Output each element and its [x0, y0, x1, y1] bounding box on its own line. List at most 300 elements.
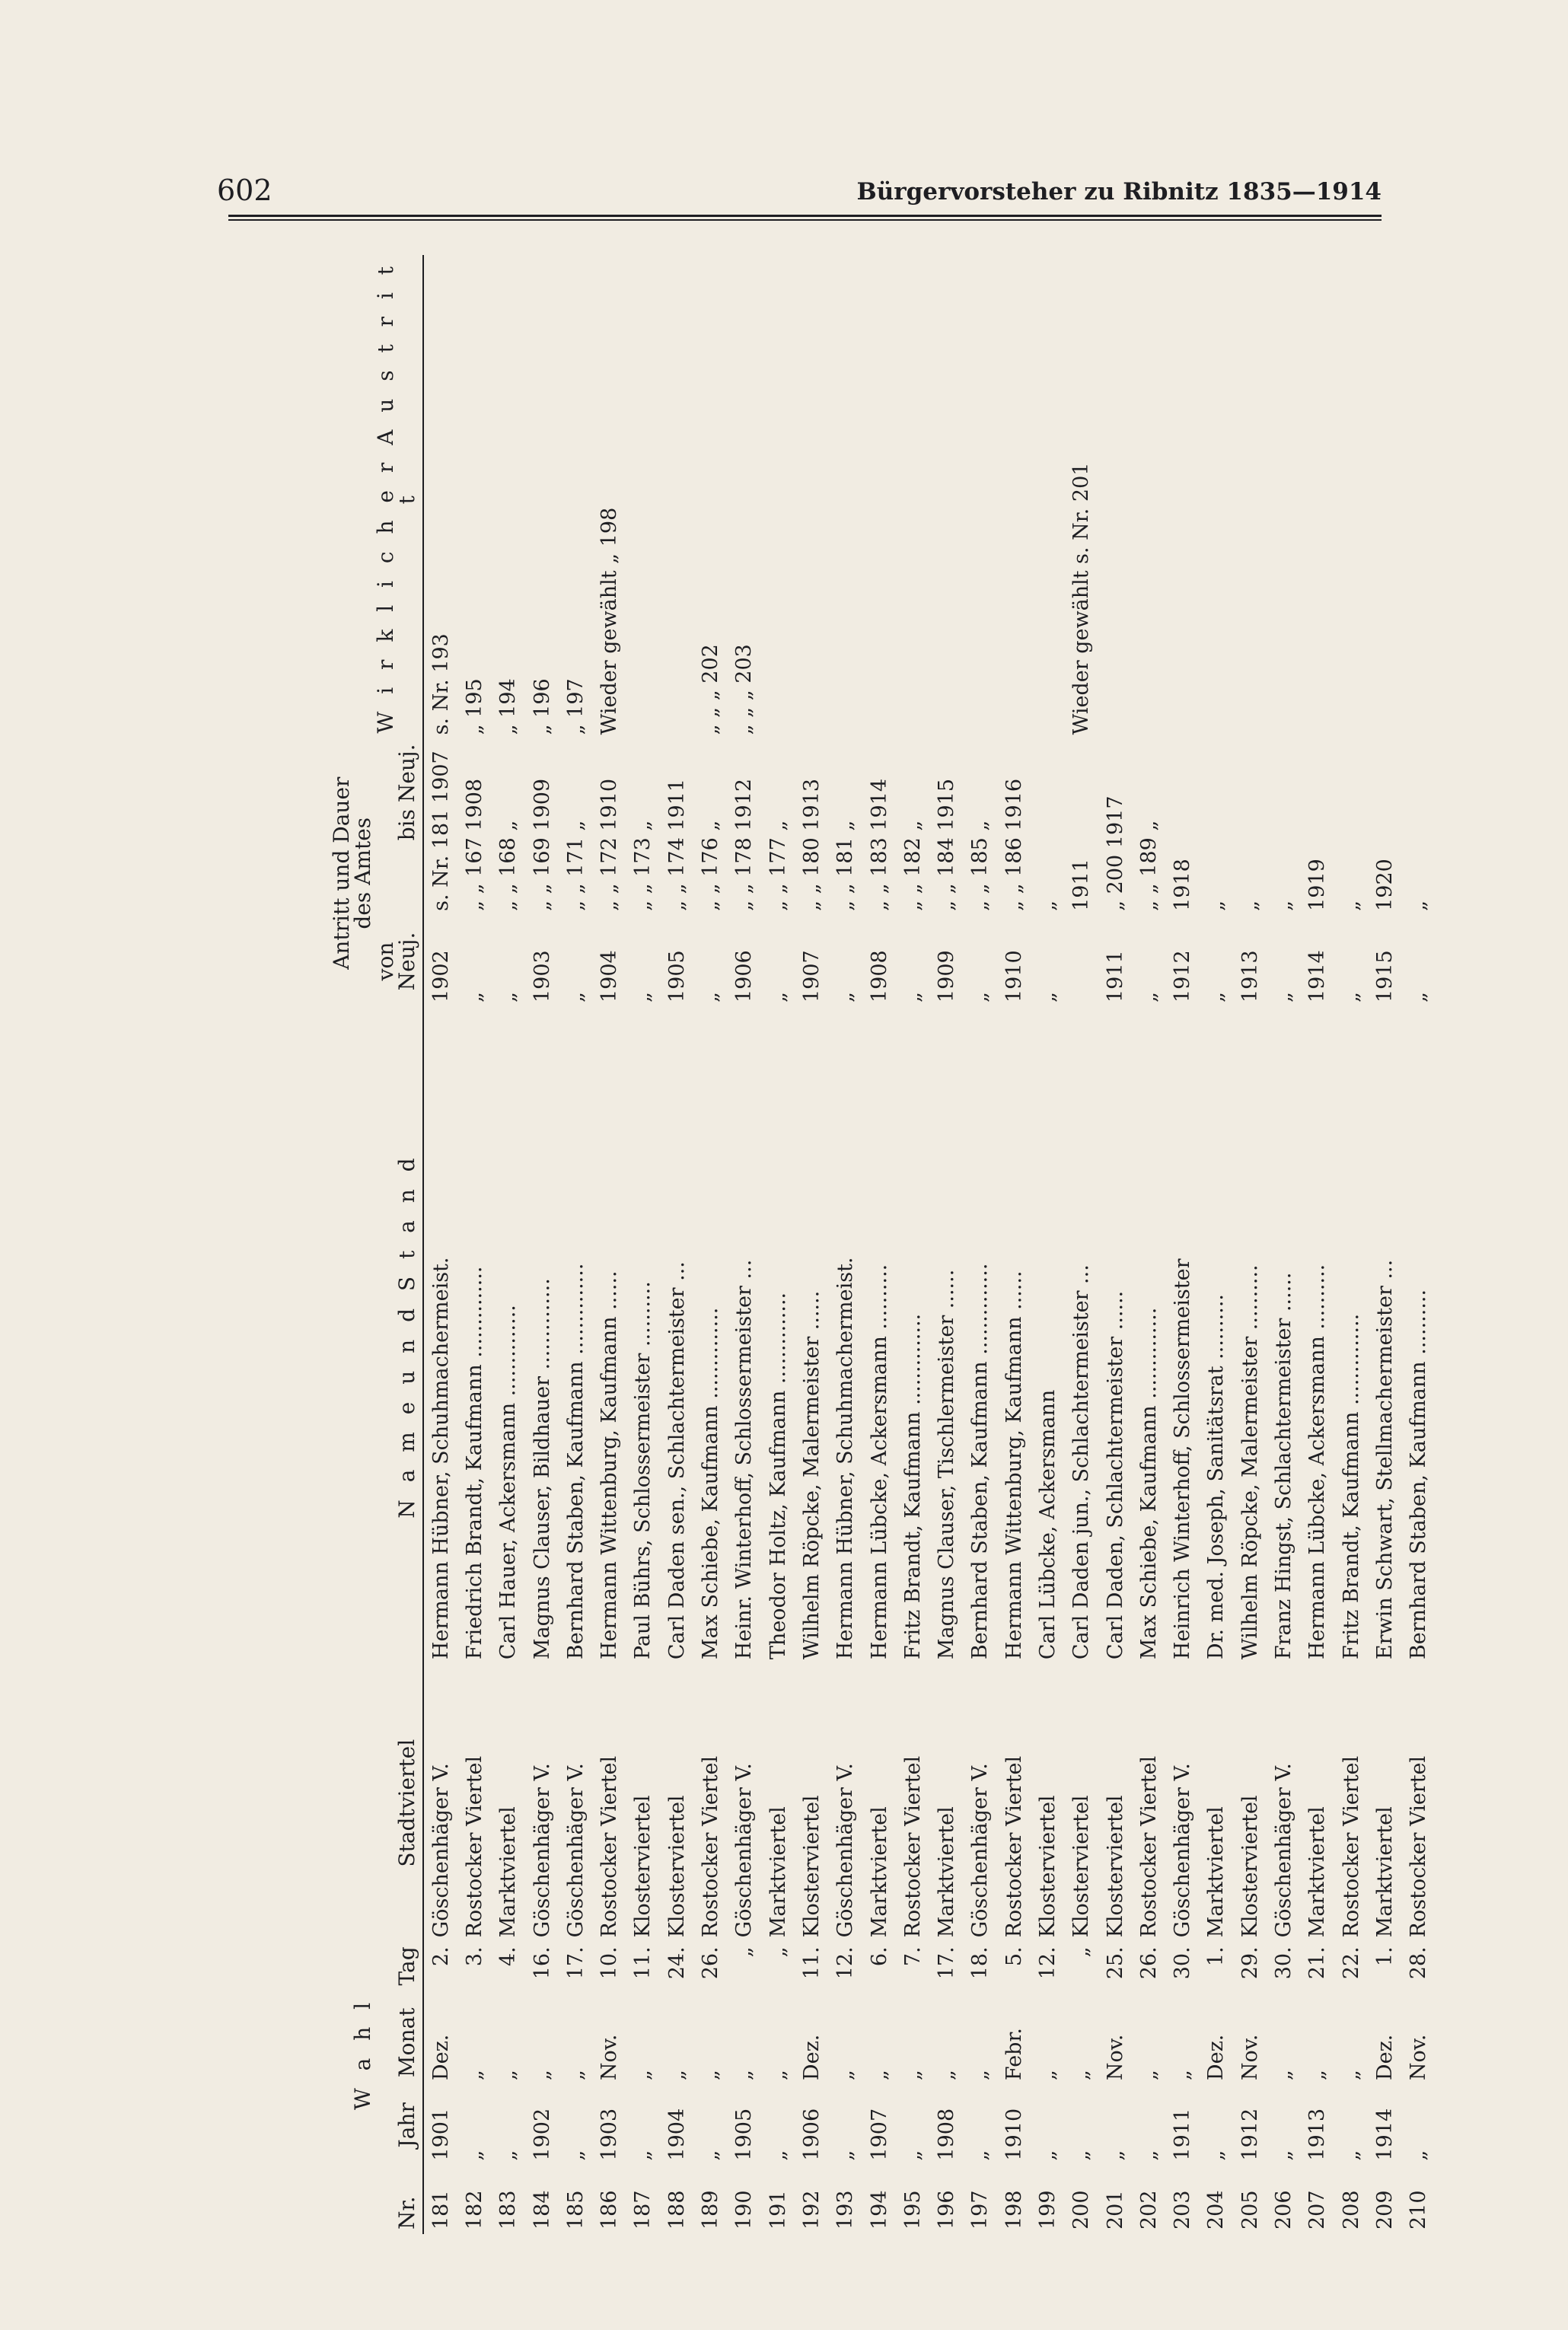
row-name-stand: Hermann Lübcke, Ackersmann ..........: [1305, 1264, 1330, 1660]
row-name-stand: Bernhard Staben, Kaufmann ..........: [1407, 1289, 1431, 1660]
row-von: 1906: [732, 950, 757, 1003]
row-nr: 205: [1238, 2190, 1262, 2230]
header-name-stand: N a m e u n d S t a n d: [375, 1007, 423, 1664]
header-austritt: W i r k l i c h e r A u s t r i t t: [375, 255, 423, 739]
row-bis: „: [1272, 900, 1296, 911]
row-name-stand: Heinrich Winterhoff, Schlossermeister: [1171, 1258, 1195, 1660]
row-tag: 28.: [1407, 1946, 1431, 1980]
row-tag: „: [732, 1946, 757, 1958]
row-austritt: [1098, 255, 1132, 739]
row-von: „: [1339, 992, 1363, 1003]
row-jahr: „: [1035, 2150, 1060, 2161]
row-monat: Nov.: [1103, 2034, 1127, 2081]
row-monat: „: [968, 2070, 993, 2081]
row-name-stand: Magnus Clauser, Bildhauer ..............: [530, 1278, 554, 1660]
row-bis: 1911: [1069, 859, 1094, 911]
row-von: 1909: [935, 950, 959, 1003]
row-bis: „ „ 186 1916: [1002, 778, 1026, 911]
header-rule-thin: [228, 219, 1382, 221]
row-jahr: „: [1407, 2150, 1431, 2161]
header-jahr: Jahr: [375, 2085, 423, 2166]
row-stadtviertel: Rostocker Viertel: [699, 1755, 723, 1938]
row-von: „: [766, 992, 790, 1003]
row-austritt: [896, 255, 929, 739]
row-stadtviertel: Marktviertel: [1204, 1806, 1229, 1938]
row-jahr: „: [1272, 2150, 1296, 2161]
row-von: „: [496, 992, 521, 1003]
header-bis: bis Neuj.: [375, 739, 423, 915]
rotated-table-container: [329, 255, 1431, 2234]
table-row: [829, 255, 862, 2234]
row-nr: 185: [563, 2190, 588, 2230]
row-nr: 197: [968, 2190, 993, 2230]
row-jahr: „: [766, 2150, 790, 2161]
row-bis: „ „ 189 „: [1136, 820, 1161, 911]
row-tag: 11.: [799, 1946, 824, 1980]
row-tag: „: [1069, 1946, 1094, 1958]
row-austritt: „ 196: [530, 678, 554, 735]
row-tag: 12.: [833, 1946, 858, 1980]
row-von: 1915: [1372, 950, 1397, 1003]
row-tag: 25.: [1103, 1946, 1127, 1980]
row-monat: „: [867, 2070, 891, 2081]
row-name-stand: Carl Lübcke, Ackersmann: [1035, 1389, 1060, 1660]
row-nr: 204: [1204, 2190, 1229, 2230]
row-austritt: s. Nr. 193: [429, 633, 453, 735]
row-von: „: [1035, 992, 1060, 1003]
row-stadtviertel: Marktviertel: [935, 1806, 959, 1938]
row-stadtviertel: Klosterviertel: [631, 1795, 655, 1938]
row-jahr: „: [968, 2150, 993, 2161]
row-stadtviertel: Marktviertel: [766, 1806, 790, 1938]
row-name-stand: Fritz Brandt, Kaufmann ..............: [900, 1313, 925, 1660]
row-von: „: [563, 992, 588, 1003]
row-jahr: 1907: [867, 2108, 891, 2161]
row-bis: s. Nr. 181 1907: [429, 751, 453, 911]
row-nr: 189: [699, 2190, 723, 2230]
table-row: [423, 255, 457, 2234]
row-nr: 182: [462, 2190, 486, 2230]
row-jahr: 1914: [1372, 2108, 1397, 2161]
row-von: „: [1204, 992, 1229, 1003]
row-bis: „ „ 181 „: [833, 820, 858, 911]
row-stadtviertel: Marktviertel: [496, 1806, 521, 1938]
row-austritt: „ „ „ 202: [699, 644, 723, 735]
row-monat: Dez.: [799, 2034, 824, 2081]
row-nr: 195: [900, 2190, 925, 2230]
row-tag: 17.: [935, 1946, 959, 1980]
row-austritt: [964, 255, 997, 739]
row-monat: „: [1305, 2070, 1330, 2081]
row-austritt: [1031, 255, 1064, 739]
row-stadtviertel: Klosterviertel: [1035, 1795, 1060, 1938]
row-von: 1907: [799, 950, 824, 1003]
table-row: [1132, 255, 1165, 2234]
row-von: „: [631, 992, 655, 1003]
table-row: [693, 255, 727, 2234]
row-von: „: [1272, 992, 1296, 1003]
row-von: „: [462, 992, 486, 1003]
row-nr: 183: [496, 2190, 521, 2230]
row-nr: 207: [1305, 2190, 1330, 2230]
row-stadtviertel: Klosterviertel: [1069, 1795, 1094, 1938]
table-row: [1065, 255, 1098, 2234]
row-nr: 187: [631, 2190, 655, 2230]
row-bis: „ „ 178 1912: [732, 778, 757, 911]
header-wahl: W a h l: [350, 1997, 375, 2111]
row-monat: Nov.: [1407, 2034, 1431, 2081]
row-tag: 12.: [1035, 1946, 1060, 1980]
row-tag: 1.: [1204, 1946, 1229, 1967]
row-name-stand: Heinr. Winterhoff, Schlossermeister ...: [732, 1259, 757, 1660]
row-bis: „ „ 174 1911: [664, 778, 689, 911]
table-row: [1402, 255, 1436, 2234]
row-stadtviertel: Rostocker Viertel: [1339, 1755, 1363, 1938]
row-nr: 191: [766, 2190, 790, 2230]
row-stadtviertel: Göschenhäger V.: [1171, 1763, 1195, 1938]
table-row: [1233, 255, 1267, 2234]
row-austritt: [795, 255, 828, 739]
row-stadtviertel: Marktviertel: [1305, 1806, 1330, 1938]
row-stadtviertel: Marktviertel: [867, 1806, 891, 1938]
row-von: 1913: [1238, 950, 1262, 1003]
row-jahr: 1911: [1171, 2108, 1195, 2161]
row-name-stand: Carl Daden jun., Schlachtermeister ...: [1069, 1264, 1094, 1660]
row-jahr: 1901: [429, 2108, 453, 2161]
row-austritt: [929, 255, 963, 739]
row-jahr: „: [699, 2150, 723, 2161]
row-jahr: „: [1069, 2150, 1094, 2161]
table-row: [1200, 255, 1233, 2234]
row-monat: „: [1069, 2070, 1094, 2081]
row-monat: „: [1136, 2070, 1161, 2081]
row-tag: 29.: [1238, 1946, 1262, 1980]
row-tag: 26.: [1136, 1946, 1161, 1980]
row-name-stand: Hermann Hübner, Schuhmachermeist.: [833, 1257, 858, 1660]
row-bis: „ „ 185 „: [968, 820, 993, 911]
row-name-stand: Hermann Hübner, Schuhmachermeist.: [429, 1257, 453, 1660]
row-nr: 199: [1035, 2190, 1060, 2230]
row-monat: „: [530, 2070, 554, 2081]
row-nr: 196: [935, 2190, 959, 2230]
row-bis: 1918: [1171, 859, 1195, 911]
row-bis: „ „ 176 „: [699, 820, 723, 911]
row-bis: „ „ 168 „: [496, 820, 521, 911]
row-jahr: „: [900, 2150, 925, 2161]
row-austritt: „ „ „ 203: [732, 644, 757, 735]
row-monat: „: [699, 2070, 723, 2081]
row-monat: „: [1272, 2070, 1296, 2081]
row-von: [1065, 916, 1098, 1007]
row-tag: 17.: [563, 1946, 588, 1980]
row-name-stand: Fritz Brandt, Kaufmann ..............: [1339, 1313, 1363, 1660]
row-monat: „: [1339, 2070, 1363, 2081]
row-von: 1911: [1103, 950, 1127, 1003]
row-bis: „ „ 184 1915: [935, 778, 959, 911]
row-tag: 30.: [1171, 1946, 1195, 1980]
row-name-stand: Bernhard Staben, Kaufmann ..............: [563, 1263, 588, 1660]
row-bis: „ „ 173 „: [631, 820, 655, 911]
row-tag: 24.: [664, 1946, 689, 1980]
row-nr: 181: [429, 2190, 453, 2230]
header-nr: Nr.: [375, 2166, 423, 2234]
row-von: 1902: [429, 950, 453, 1003]
row-monat: Nov.: [598, 2034, 622, 2081]
row-nr: 201: [1103, 2190, 1127, 2230]
row-nr: 188: [664, 2190, 689, 2230]
row-monat: „: [833, 2070, 858, 2081]
row-name-stand: Carl Daden sen., Schlachtermeister ...: [664, 1261, 689, 1660]
header-antritt: Antritt und Dauer des Amtes: [329, 776, 375, 970]
row-nr: 198: [1002, 2190, 1026, 2230]
row-nr: 192: [799, 2190, 824, 2230]
row-stadtviertel: Rostocker Viertel: [1002, 1755, 1026, 1938]
row-tag: 22.: [1339, 1946, 1363, 1980]
row-stadtviertel: Rostocker Viertel: [1136, 1755, 1161, 1938]
row-jahr: 1905: [732, 2108, 757, 2161]
row-monat: Dez.: [1204, 2034, 1229, 2081]
header-von: von Neuj.: [375, 916, 423, 1007]
row-monat: „: [935, 2070, 959, 2081]
header-rule: [228, 215, 1382, 217]
row-stadtviertel: Klosterviertel: [1238, 1795, 1262, 1938]
row-jahr: „: [1103, 2150, 1127, 2161]
row-tag: 21.: [1305, 1946, 1330, 1980]
row-von: 1912: [1171, 950, 1195, 1003]
row-name-stand: Erwin Schwart, Stellmachermeister ...: [1372, 1259, 1397, 1660]
table-row: [660, 255, 693, 2234]
row-name-stand: Hermann Lübcke, Ackersmann ..........: [867, 1264, 891, 1660]
row-bis: „ „ 177 „: [766, 820, 790, 911]
row-stadtviertel: Klosterviertel: [799, 1795, 824, 1938]
table-row: [795, 255, 828, 2234]
table-row: [1267, 255, 1300, 2234]
row-tag: 2.: [429, 1946, 453, 1967]
row-monat: „: [496, 2070, 521, 2081]
table-row: [1166, 255, 1200, 2234]
row-austritt: [1166, 255, 1200, 739]
row-stadtviertel: Göschenhäger V.: [1272, 1763, 1296, 1938]
row-stadtviertel: Göschenhäger V.: [968, 1763, 993, 1938]
row-von: „: [833, 992, 858, 1003]
row-monat: Dez.: [429, 2034, 453, 2081]
row-stadtviertel: Marktviertel: [1372, 1806, 1397, 1938]
row-jahr: 1908: [935, 2108, 959, 2161]
row-name-stand: Paul Bührs, Schlossermeister ..........: [631, 1281, 655, 1660]
row-austritt: [829, 255, 862, 739]
row-monat: „: [631, 2070, 655, 2081]
row-jahr: 1904: [664, 2108, 689, 2161]
row-austritt: [1402, 255, 1436, 739]
page-number: 602: [217, 174, 272, 207]
row-austritt: [1200, 255, 1233, 739]
table-row: [964, 255, 997, 2234]
row-bis: „ 200 1917: [1103, 795, 1127, 911]
row-austritt: „ 195: [462, 678, 486, 735]
row-nr: 202: [1136, 2190, 1161, 2230]
running-title: Bürgervorsteher zu Ribnitz 1835—1914: [856, 178, 1382, 206]
row-bis: „ „ 169 1909: [530, 778, 554, 911]
row-monat: „: [732, 2070, 757, 2081]
row-name-stand: Hermann Wittenburg, Kaufmann ......: [1002, 1270, 1026, 1660]
row-name-stand: Theodor Holtz, Kaufmann ..............: [766, 1292, 790, 1660]
row-tag: 6.: [867, 1946, 891, 1967]
table-row: [929, 255, 963, 2234]
row-austritt: [1368, 255, 1401, 739]
table-row: [457, 255, 491, 2234]
row-monat: „: [664, 2070, 689, 2081]
row-jahr: „: [1204, 2150, 1229, 2161]
row-nr: 206: [1272, 2190, 1296, 2230]
row-tag: 4.: [496, 1946, 521, 1967]
row-jahr: 1903: [598, 2108, 622, 2161]
row-von: „: [968, 992, 993, 1003]
row-stadtviertel: Rostocker Viertel: [462, 1755, 486, 1938]
row-jahr: „: [496, 2150, 521, 2161]
row-monat: „: [900, 2070, 925, 2081]
table-body: [423, 255, 1436, 2234]
row-tag: 18.: [968, 1946, 993, 1980]
row-jahr: 1906: [799, 2108, 824, 2161]
page-header: [217, 174, 1382, 219]
row-bis: „: [1339, 900, 1363, 911]
row-stadtviertel: Göschenhäger V.: [563, 1763, 588, 1938]
row-austritt: [862, 255, 896, 739]
row-name-stand: Max Schiebe, Kaufmann ..............: [1136, 1307, 1161, 1660]
row-austritt: [1132, 255, 1165, 739]
row-von: 1914: [1305, 950, 1330, 1003]
row-jahr: „: [563, 2150, 588, 2161]
row-jahr: „: [462, 2150, 486, 2161]
row-nr: 208: [1339, 2190, 1363, 2230]
row-name-stand: Wilhelm Röpcke, Malermeister ..........: [1238, 1264, 1262, 1660]
row-stadtviertel: Göschenhäger V.: [530, 1763, 554, 1938]
row-stadtviertel: Göschenhäger V.: [732, 1763, 757, 1938]
row-name-stand: Wilhelm Röpcke, Malermeister ......: [799, 1290, 824, 1660]
row-tag: 10.: [598, 1946, 622, 1980]
row-nr: 210: [1407, 2190, 1431, 2230]
row-tag: 30.: [1272, 1946, 1296, 1980]
row-bis: „ „ 182 „: [900, 820, 925, 911]
row-name-stand: Dr. med. Joseph, Sanitätsrat ..........: [1204, 1294, 1229, 1660]
row-name-stand: Friedrich Brandt, Kaufmann ..............: [462, 1266, 486, 1660]
row-nr: 194: [867, 2190, 891, 2230]
row-jahr: „: [631, 2150, 655, 2161]
row-bis: 1919: [1305, 859, 1330, 911]
row-austritt: [626, 255, 660, 739]
row-austritt: Wieder gewählt s. Nr. 201: [1069, 462, 1094, 735]
row-jahr: 1913: [1305, 2108, 1330, 2161]
row-stadtviertel: Rostocker Viertel: [598, 1755, 622, 1938]
row-monat: „: [1035, 2070, 1060, 2081]
table-row: [1368, 255, 1401, 2234]
row-bis: „: [1204, 900, 1229, 911]
row-monat: Febr.: [1002, 2028, 1026, 2081]
row-tag: 3.: [462, 1946, 486, 1967]
table-row: [492, 255, 525, 2234]
row-stadtviertel: Göschenhäger V.: [833, 1763, 858, 1938]
row-von: 1904: [598, 950, 622, 1003]
row-tag: 16.: [530, 1946, 554, 1980]
table-row: [728, 255, 761, 2234]
row-tag: 1.: [1372, 1946, 1397, 1967]
row-stadtviertel: Rostocker Viertel: [1407, 1755, 1431, 1938]
row-jahr: 1912: [1238, 2108, 1262, 2161]
table-row: [862, 255, 896, 2234]
row-jahr: „: [833, 2150, 858, 2161]
row-name-stand: Carl Daden, Schlachtermeister ......: [1103, 1290, 1127, 1660]
table-row: [525, 255, 559, 2234]
row-name-stand: Carl Hauer, Ackersmann ..............: [496, 1305, 521, 1660]
header-monat: Monat: [375, 2000, 423, 2086]
table-row: [896, 255, 929, 2234]
row-stadtviertel: Rostocker Viertel: [900, 1755, 925, 1938]
row-bis: „ „ 171 „: [563, 820, 588, 911]
row-austritt: [1301, 255, 1334, 739]
row-austritt: „ 197: [563, 678, 588, 735]
mayors-table: [331, 255, 1436, 2234]
row-name-stand: Max Schiebe, Kaufmann ..............: [699, 1307, 723, 1660]
row-tag: 11.: [631, 1946, 655, 1980]
row-von: „: [1407, 992, 1431, 1003]
row-monat: „: [1171, 2070, 1195, 2081]
row-jahr: 1910: [1002, 2108, 1026, 2161]
row-austritt: [1267, 255, 1300, 739]
row-jahr: „: [1136, 2150, 1161, 2161]
row-name-stand: Franz Hingst, Schlachtermeister ......: [1272, 1272, 1296, 1660]
row-monat: „: [462, 2070, 486, 2081]
row-bis: „ „ 183 1914: [867, 778, 891, 911]
row-bis: „ „ 172 1910: [598, 778, 622, 911]
row-name-stand: Bernhard Staben, Kaufmann ..............: [968, 1263, 993, 1660]
row-tag: „: [766, 1946, 790, 1958]
table-row: [1031, 255, 1064, 2234]
row-stadtviertel: Klosterviertel: [1103, 1795, 1127, 1938]
row-bis: „ „ 167 1908: [462, 778, 486, 911]
row-austritt: „ 194: [496, 678, 521, 735]
table-row: [761, 255, 795, 2234]
row-austritt: Wieder gewählt „ 198: [598, 507, 622, 735]
row-bis: 1920: [1372, 859, 1397, 911]
table-row: [626, 255, 660, 2234]
row-nr: 203: [1171, 2190, 1195, 2230]
row-monat: Dez.: [1372, 2034, 1397, 2081]
row-von: „: [1136, 992, 1161, 1003]
row-stadtviertel: Göschenhäger V.: [429, 1763, 453, 1938]
row-name-stand: Hermann Wittenburg, Kaufmann ......: [598, 1270, 622, 1660]
row-von: 1905: [664, 950, 689, 1003]
table-row: [1334, 255, 1368, 2234]
row-nr: 184: [530, 2190, 554, 2230]
row-monat: „: [563, 2070, 588, 2081]
row-name-stand: Magnus Clauser, Tischlermeister ......: [935, 1269, 959, 1660]
table-row: [1301, 255, 1334, 2234]
row-stadtviertel: Klosterviertel: [664, 1795, 689, 1938]
row-austritt: [997, 255, 1031, 739]
row-nr: 193: [833, 2190, 858, 2230]
row-austritt: [761, 255, 795, 739]
row-tag: 7.: [900, 1946, 925, 1967]
table-row: [592, 255, 626, 2234]
row-bis: „: [1035, 900, 1060, 911]
row-monat: Nov.: [1238, 2034, 1262, 2081]
row-tag: 5.: [1002, 1946, 1026, 1967]
row-von: 1910: [1002, 950, 1026, 1003]
row-von: „: [699, 992, 723, 1003]
row-bis: „: [1407, 900, 1431, 911]
row-jahr: 1902: [530, 2108, 554, 2161]
row-nr: 186: [598, 2190, 622, 2230]
